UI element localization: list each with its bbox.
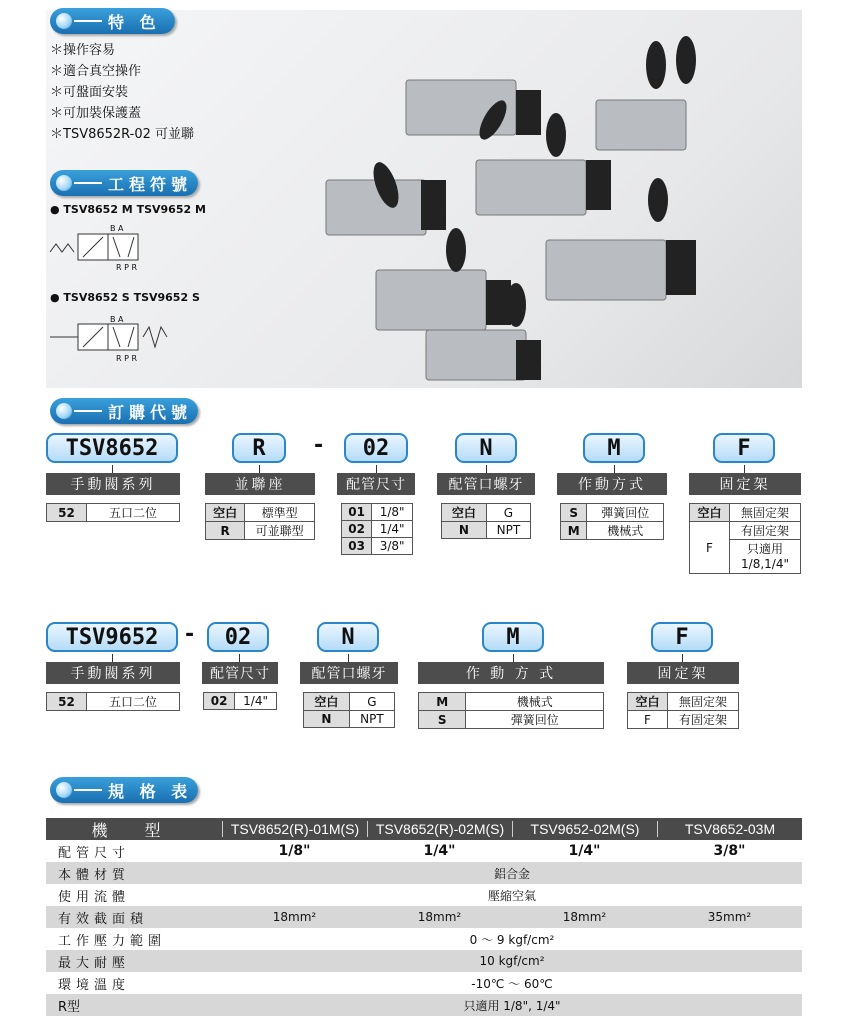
code-size: 02 (344, 433, 408, 463)
code-size: 02 (207, 622, 269, 652)
header-size: 配管尺寸 (337, 473, 415, 495)
header-r: 並聯座 (205, 473, 315, 495)
symbol-label-m: ● TSV8652 M TSV9652 M (50, 203, 206, 216)
spec-model: TSV9652-02M(S) (512, 821, 657, 837)
section-title-symbols (50, 170, 198, 196)
section-title-features (50, 8, 175, 34)
table-series: 52 五口二位 (46, 503, 180, 522)
table-size: 01 1/8" 02 1/4" 03 3/8" (341, 503, 413, 555)
spec-model: TSV8652-03M (657, 821, 802, 837)
section-title-spec (50, 777, 198, 803)
spec-head-label: 機 型 (91, 820, 177, 840)
spec-header-row (46, 818, 802, 840)
spec-model: TSV8652(R)-01M(S) (222, 821, 367, 837)
header-fix: 固定架 (627, 662, 739, 684)
spec-row: 本體材質 鋁合金 (46, 862, 802, 884)
port-labels-bottom: R P R (116, 263, 138, 272)
header-thread: 配管口螺牙 (437, 473, 535, 495)
feature-item: ＊TSV8652R-02 可並聯 (50, 127, 195, 142)
feature-item: ＊可加裝保護蓋 (50, 106, 142, 121)
spec-row: 有效截面積 18mm² 18mm² 18mm² 35mm² (46, 906, 802, 928)
spec-model: TSV8652(R)-02M(S) (367, 821, 512, 837)
table-series: 52 五口二位 (46, 692, 180, 711)
table-thread: 空白 G N NPT (303, 692, 395, 728)
code-series: TSV8652 (46, 433, 178, 463)
code-act: M (583, 433, 645, 463)
code-r: R (232, 433, 286, 463)
spec-row: 工作壓力範圍 0 ～ 9 kgf/cm² (58, 932, 555, 949)
section-title-text: 工程符號 (108, 174, 193, 194)
bullet-icon (56, 13, 72, 29)
section-title-text: 特 色 (108, 12, 161, 32)
port-labels-bottom: R P R (116, 354, 138, 363)
code-dash: - (185, 622, 195, 647)
spec-row: 環境溫度 -10℃ ～ 60℃ (58, 976, 553, 993)
header-thread: 配管口螺牙 (300, 662, 398, 684)
bullet-icon (56, 403, 72, 419)
section-title-ordering (50, 398, 198, 424)
code-fix: F (651, 622, 713, 652)
header-fix: 固定架 (689, 473, 801, 495)
code-series: TSV9652 (46, 622, 178, 652)
table-r: 空白 標準型 R 可並聯型 (205, 503, 315, 540)
section-title-text: 規 格 表 (108, 781, 193, 801)
spec-table (46, 818, 802, 1016)
port-labels-top: B A (110, 224, 124, 233)
header-series: 手動閥系列 (46, 662, 180, 684)
feature-item: ＊適合真空操作 (50, 64, 142, 79)
feature-item: ＊操作容易 (50, 43, 116, 58)
feature-item: ＊可盤面安裝 (50, 85, 129, 100)
bullet-icon (56, 175, 72, 191)
symbol-label-s: ● TSV8652 S TSV9652 S (50, 291, 200, 304)
spec-row: 使用流體 壓縮空氣 (58, 888, 536, 905)
bullet-icon (56, 782, 72, 798)
port-labels-top: B A (110, 315, 124, 324)
table-size: 02 1/4" (203, 692, 277, 710)
feature-list (50, 40, 194, 145)
table-thread: 空白 G N NPT (441, 503, 531, 539)
code-act: M (482, 622, 544, 652)
table-fix: 空白 無固定架 F 有固定架 只適用 1/8,1/4" (689, 503, 801, 574)
table-act: M 機械式 S 彈簧回位 (418, 692, 604, 729)
spec-row: 配管尺寸 1/8" 1/4" 1/4" 3/8" (58, 843, 746, 861)
spec-row: R型 只適用 1/8", 1/4" (46, 994, 802, 1016)
section-title-text: 訂購代號 (108, 402, 193, 422)
code-fix: F (713, 433, 775, 463)
table-fix: 空白 無固定架 F 有固定架 (627, 692, 739, 729)
code-dash: - (314, 433, 324, 458)
spec-row: 最大耐壓 10 kgf/cm² (46, 950, 802, 972)
code-thread: N (455, 433, 517, 463)
header-series: 手動閥系列 (46, 473, 180, 495)
header-size: 配管尺寸 (202, 662, 278, 684)
code-thread: N (317, 622, 379, 652)
table-act: S 彈簧回位 M 機械式 (560, 503, 664, 540)
header-act: 作動方式 (557, 473, 667, 495)
header-act: 作 動 方 式 (418, 662, 604, 684)
